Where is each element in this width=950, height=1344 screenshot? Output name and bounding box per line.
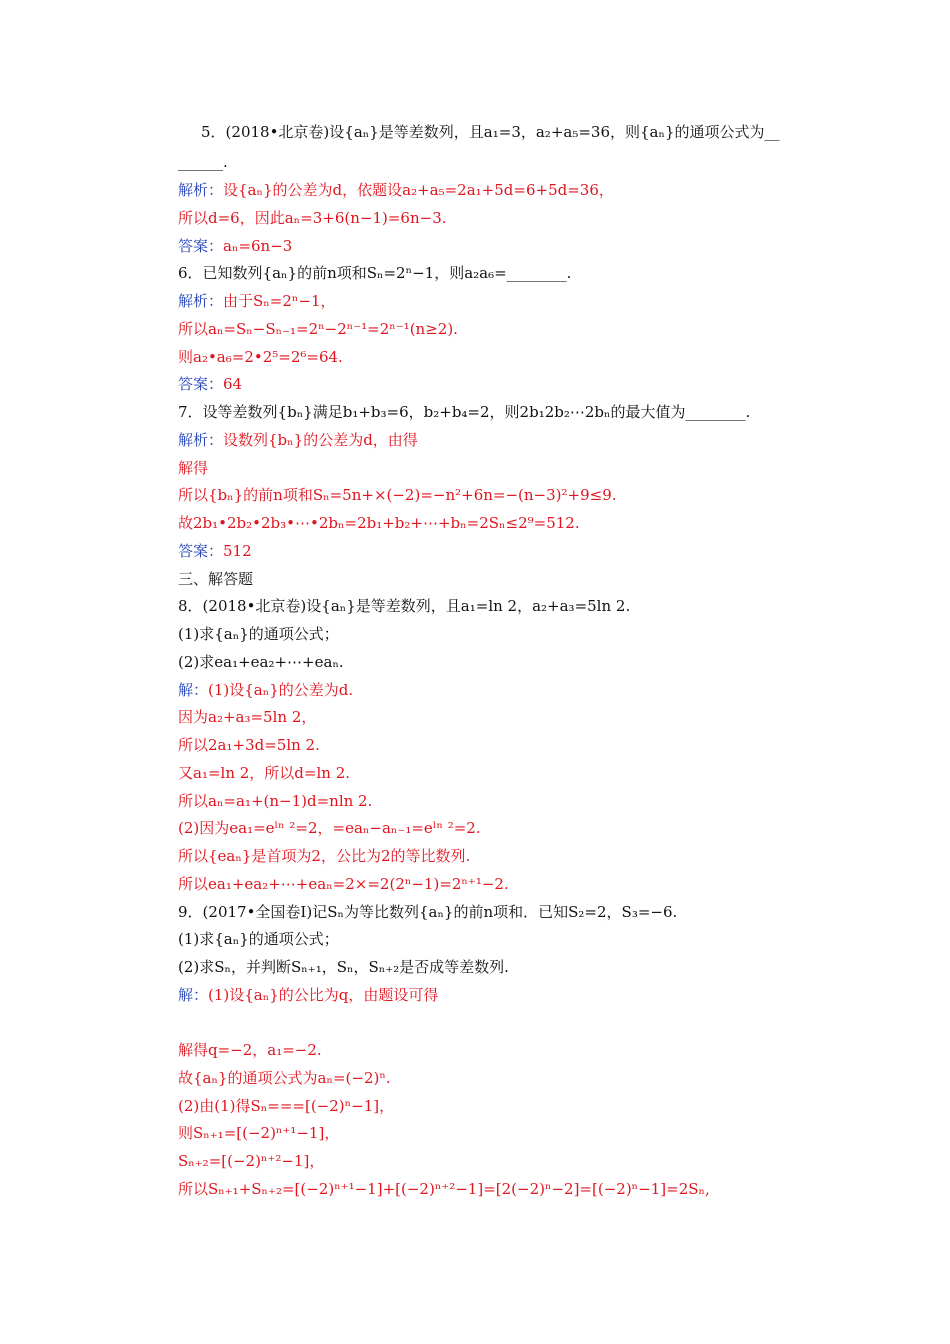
text-segment: 7．设等差数列{bₙ}满足b₁+b₃=6，b₂+b₄=2，则2b₁2b₂⋯2bₙ的最大值为________. — [178, 403, 751, 421]
answer-label: 解析： — [178, 431, 224, 449]
text-segment: 8．(2018•北京卷)设{aₙ}是等差数列，且a₁=ln 2，a₂+a₃=5ln 2. — [178, 597, 631, 615]
text-line — [201, 122, 780, 142]
text-segment: 所以2a₁+3d=5ln 2. — [178, 736, 320, 754]
text-segment: 所以ea₁+ea₂+⋯+eaₙ=2×=2(2ⁿ−1)=2ⁿ⁺¹−2. — [178, 875, 509, 893]
text-line — [178, 763, 350, 783]
text-line — [178, 485, 617, 505]
text-segment: (2)求Sₙ，并判断Sₙ₊₁，Sₙ，Sₙ₊₂是否成等差数列. — [178, 958, 509, 976]
answer-label: 解： — [178, 986, 209, 1004]
text-line — [178, 208, 447, 228]
text-line — [178, 707, 316, 727]
text-segment: 设数列{bₙ}的公差为d，由得 — [223, 431, 418, 449]
text-segment: Sₙ₊₂=[(−2)ⁿ⁺²−1]， — [178, 1152, 325, 1170]
text-line — [178, 735, 320, 755]
text-line — [178, 541, 252, 561]
text-segment: (1)求{aₙ}的通项公式； — [178, 625, 339, 643]
text-line — [178, 374, 242, 394]
text-line — [178, 291, 336, 311]
text-segment: (1)求{aₙ}的通项公式； — [178, 930, 339, 948]
text-segment: 所以aₙ=Sₙ−Sₙ₋₁=2ⁿ−2ⁿ⁻¹=2ⁿ⁻¹(n≥2). — [178, 320, 458, 338]
text-line — [178, 624, 339, 644]
text-line — [178, 236, 292, 256]
text-line — [178, 1123, 339, 1143]
text-line — [178, 818, 481, 838]
text-line — [178, 347, 343, 367]
text-segment: (1)设{aₙ}的公比为q，由题设可得 — [208, 986, 439, 1004]
answer-label: 答案： — [178, 542, 224, 560]
text-segment: 所以Sₙ₊₁+Sₙ₊₂=[(−2)ⁿ⁺¹−1]+[(−2)ⁿ⁺²−1]=[2(−2)ⁿ−2]=[(−2)ⁿ−1]=2Sₙ, — [178, 1180, 710, 1198]
text-segment: (1)设{aₙ}的公差为d. — [208, 681, 354, 699]
text-line — [178, 874, 509, 894]
text-segment: (2)因为ea₁=eˡⁿ ²=2，=eaₙ−aₙ₋₁=eˡⁿ ²=2. — [178, 819, 481, 837]
text-segment: aₙ=6n−3 — [223, 237, 293, 255]
text-segment: (2)求ea₁+ea₂+⋯+eaₙ. — [178, 653, 344, 671]
answer-label: 解析： — [178, 181, 224, 199]
answer-label: 答案： — [178, 375, 224, 393]
text-line — [178, 402, 750, 422]
text-line — [178, 569, 253, 589]
text-line — [178, 652, 344, 672]
text-segment: 所以{eaₙ}是首项为2，公比为2的等比数列. — [178, 847, 471, 865]
text-line — [178, 680, 353, 700]
text-segment: 9．(2017•全国卷Ⅰ)记Sₙ为等比数列{aₙ}的前n项和．已知S₂=2，S₃=−6. — [178, 903, 678, 921]
text-line — [178, 929, 339, 949]
text-line — [178, 596, 630, 616]
text-segment: 又a₁=ln 2，所以d=ln 2. — [178, 764, 351, 782]
text-line — [178, 985, 438, 1005]
text-segment: ______. — [178, 153, 228, 171]
text-segment: 三、解答题 — [178, 570, 254, 588]
text-line — [178, 180, 614, 200]
text-line — [178, 263, 571, 283]
text-segment: 64 — [223, 375, 243, 393]
text-segment: 故2b₁•2b₂•2b₃•⋯•2bₙ=2b₁+b₂+⋯+bₙ=2Sₙ≤2⁹=512. — [178, 514, 580, 532]
text-line — [178, 1040, 322, 1060]
text-line — [178, 430, 418, 450]
text-segment: 5．(2018•北京卷)设{aₙ}是等差数列，且a₁=3，a₂+a₅=36，则{aₙ}的通项公式为__ — [201, 123, 780, 141]
text-segment: 则a₂•a₆=2•2⁵=2⁶=64. — [178, 348, 343, 366]
text-line — [178, 1151, 324, 1171]
text-segment: 解得 — [178, 459, 209, 477]
text-segment: 所以aₙ=a₁+(n−1)d=nln 2. — [178, 792, 373, 810]
text-line — [178, 319, 458, 339]
text-segment: (2)由(1)得Sₙ===[(−2)ⁿ−1]， — [178, 1097, 395, 1115]
text-segment: 所以d=6，因此aₙ=3+6(n−1)=6n−3. — [178, 209, 447, 227]
text-segment: 512 — [223, 542, 252, 560]
text-line — [178, 152, 228, 172]
text-line — [178, 513, 580, 533]
answer-label: 答案： — [178, 237, 224, 255]
text-segment: 所以{bₙ}的前n项和Sₙ=5n+×(−2)=−n²+6n=−(n−3)²+9≤9. — [178, 486, 617, 504]
text-segment: 6．已知数列{aₙ}的前n项和Sₙ=2ⁿ−1，则a₂a₆=________. — [178, 264, 572, 282]
text-line — [178, 846, 470, 866]
text-line — [178, 1096, 394, 1116]
text-line — [178, 1179, 710, 1199]
text-segment: 因为a₂+a₃=5ln 2， — [178, 708, 317, 726]
answer-label: 解析： — [178, 292, 224, 310]
text-line — [178, 458, 208, 478]
text-line — [178, 957, 509, 977]
text-segment: 设{aₙ}的公差为d，依题设a₂+a₅=2a₁+5d=6+5d=36， — [223, 181, 614, 199]
text-segment: 解得q=−2，a₁=−2. — [178, 1041, 322, 1059]
text-line — [178, 1068, 391, 1088]
text-segment: 则Sₙ₊₁=[(−2)ⁿ⁺¹−1]， — [178, 1124, 340, 1142]
answer-label: 解： — [178, 681, 209, 699]
text-segment: 由于Sₙ=2ⁿ−1， — [223, 292, 336, 310]
text-line — [178, 791, 372, 811]
text-segment: 故{aₙ}的通项公式为aₙ=(−2)ⁿ. — [178, 1069, 391, 1087]
text-line — [178, 902, 677, 922]
